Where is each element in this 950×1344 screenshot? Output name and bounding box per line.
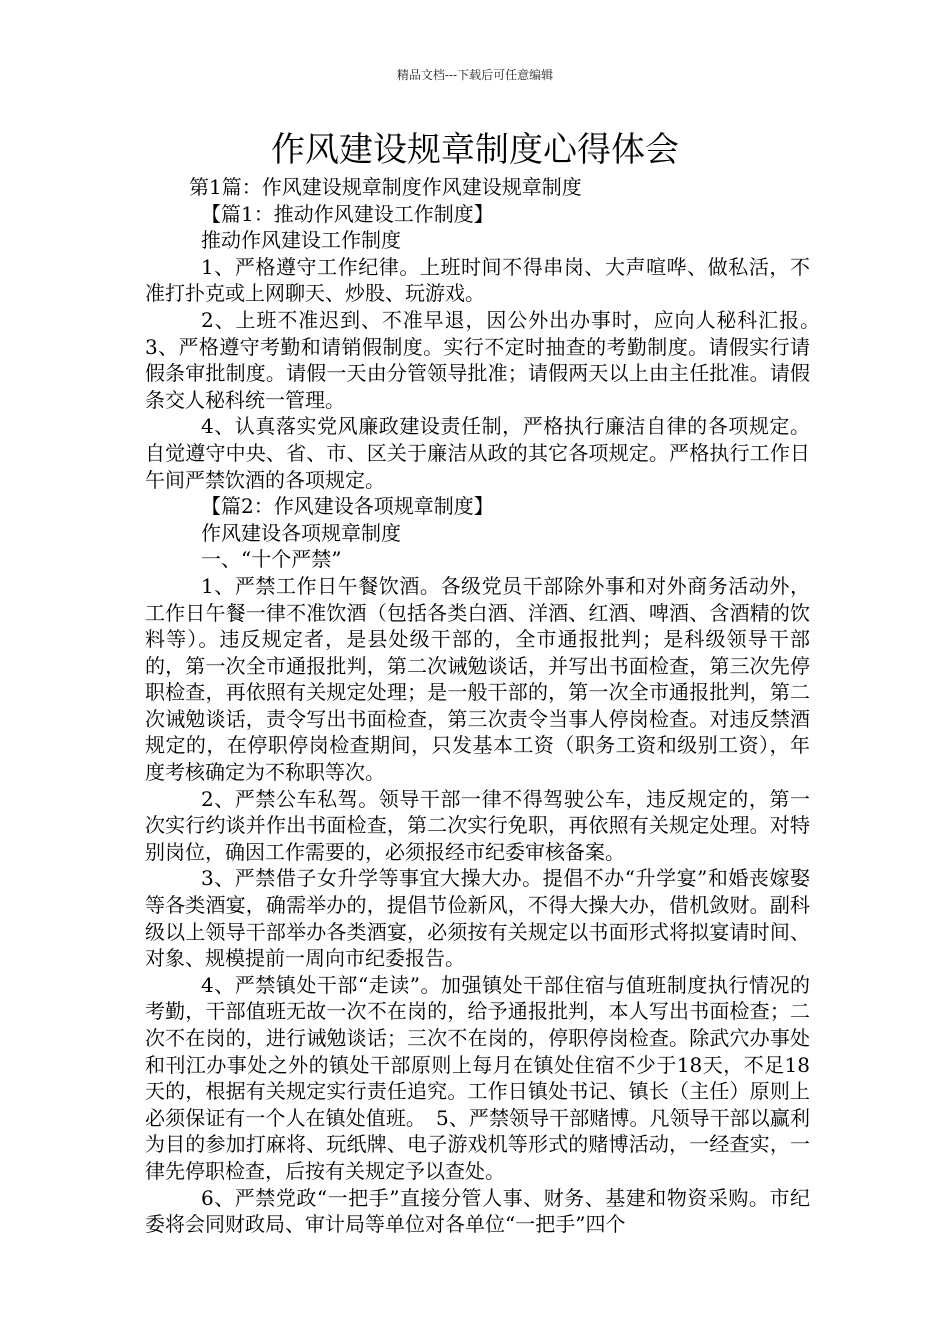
paragraph: 4、认真落实党风廉政建设责任制，严格执行廉洁自律的各项规定。自觉遵守中央、省、市、区关于廉洁从政的其它各项规定。严格执行工作日午间严禁饮酒的各项规定。 [145,414,810,492]
paragraph: 2、严禁公车私驾。领导干部一律不得驾驶公车，违反规定的，第一次实行约谈并作出书面检查，第二次实行免职，再依照有关规定处理。对特别岗位，确因工作需要的，必须报经市纪委审核备案。 [145,786,810,864]
section-subtitle: 推动作风建设工作制度 [201,228,401,253]
chapter-heading: 第1篇：作风建设规章制度作风建设规章制度 [189,175,582,199]
paragraph: 6、严禁党政“一把手”直接分管人事、财务、基建和物资采购。市纪委将会同财政局、审计局等单位对各单位“一把手”四个 [145,1185,810,1237]
paragraph: 3、严禁借子女升学等事宜大操大办。提倡不办“升学宴”和婚丧嫁娶等各类酒宴，确需举办的，提倡节俭新风，不得大操大办，借机敛财。副科级以上领导干部举办各类酒宴，必须按有关规定以书面形式将拟宴请时间、对象、规模提前一周向市纪委报告。 [145,866,810,971]
paragraph: 2、上班不准迟到、不准早退，因公外出办事时，应向人秘科汇报。 3、严格遵守考勤和请销假制度。实行不定时抽查的考勤制度。请假实行请假条审批制度。请假一天由分管领导批准；请假两天以上由主任批准。请假条交人秘科统一管理。 [145,307,830,412]
paragraph: 1、严格遵守工作纪律。上班时间不得串岗、大声喧哗、做私活，不准打扑克或上网聊天、炒股、玩游戏。 [145,254,810,306]
paragraph: 1、严禁工作日午餐饮酒。各级党员干部除外事和对外商务活动外，工作日午餐一律不准饮酒（包括各类白酒、洋酒、红酒、啤酒、含酒精的饮料等）。违反规定者，是县处级干部的，全市通报批判；是科级领导干部的，第一次全市通报批判，第二次诫勉谈话，并写出书面检查，第三次先停职检查，再依照有关规定处理；是一般干部的，第一次全市通报批判，第二次诫勉谈话，责令写出书面检查，第三次责令当事人停岗检查。对违反禁酒规定的，在停职停岗检查期间，只发基本工资（职务工资和级别工资），年度考核确定为不称职等次。 [145,573,810,785]
section-heading: 【篇2：作风建设各项规章制度】 [201,494,494,519]
subsection-heading: 一、“十个严禁” [201,547,342,572]
section-heading: 【篇1：推动作风建设工作制度】 [201,201,494,226]
section-subtitle: 作风建设各项规章制度 [201,520,401,545]
document-body [145,174,830,1238]
page-header: 精品文档---下载后可任意编辑 [396,68,554,82]
document-title: 作风建设规章制度心得体会 [271,130,679,170]
paragraph: 4、严禁镇处干部“走读”。加强镇处干部住宿与值班制度执行情况的考勤，干部值班无故一次不在岗的，给予通报批判，本人写出书面检查；二次不在岗的，进行诫勉谈话；三次不在岗的，停职停岗检查。除武穴办事处和刊江办事处之外的镇处干部原则上每月在镇处住宿不少于18天，不足18天的，根据有关规定实行责任追究。工作日镇处书记、镇长（主任）原则上必须保证有一个人在镇处值班。 5、严禁领导干部赌博。凡领导干部以赢利为目的参加打麻将、玩纸牌、电子游戏机等形式的赌博活动，一经查实，一律先停职检查，后按有关规定予以查处。 [145,972,810,1183]
